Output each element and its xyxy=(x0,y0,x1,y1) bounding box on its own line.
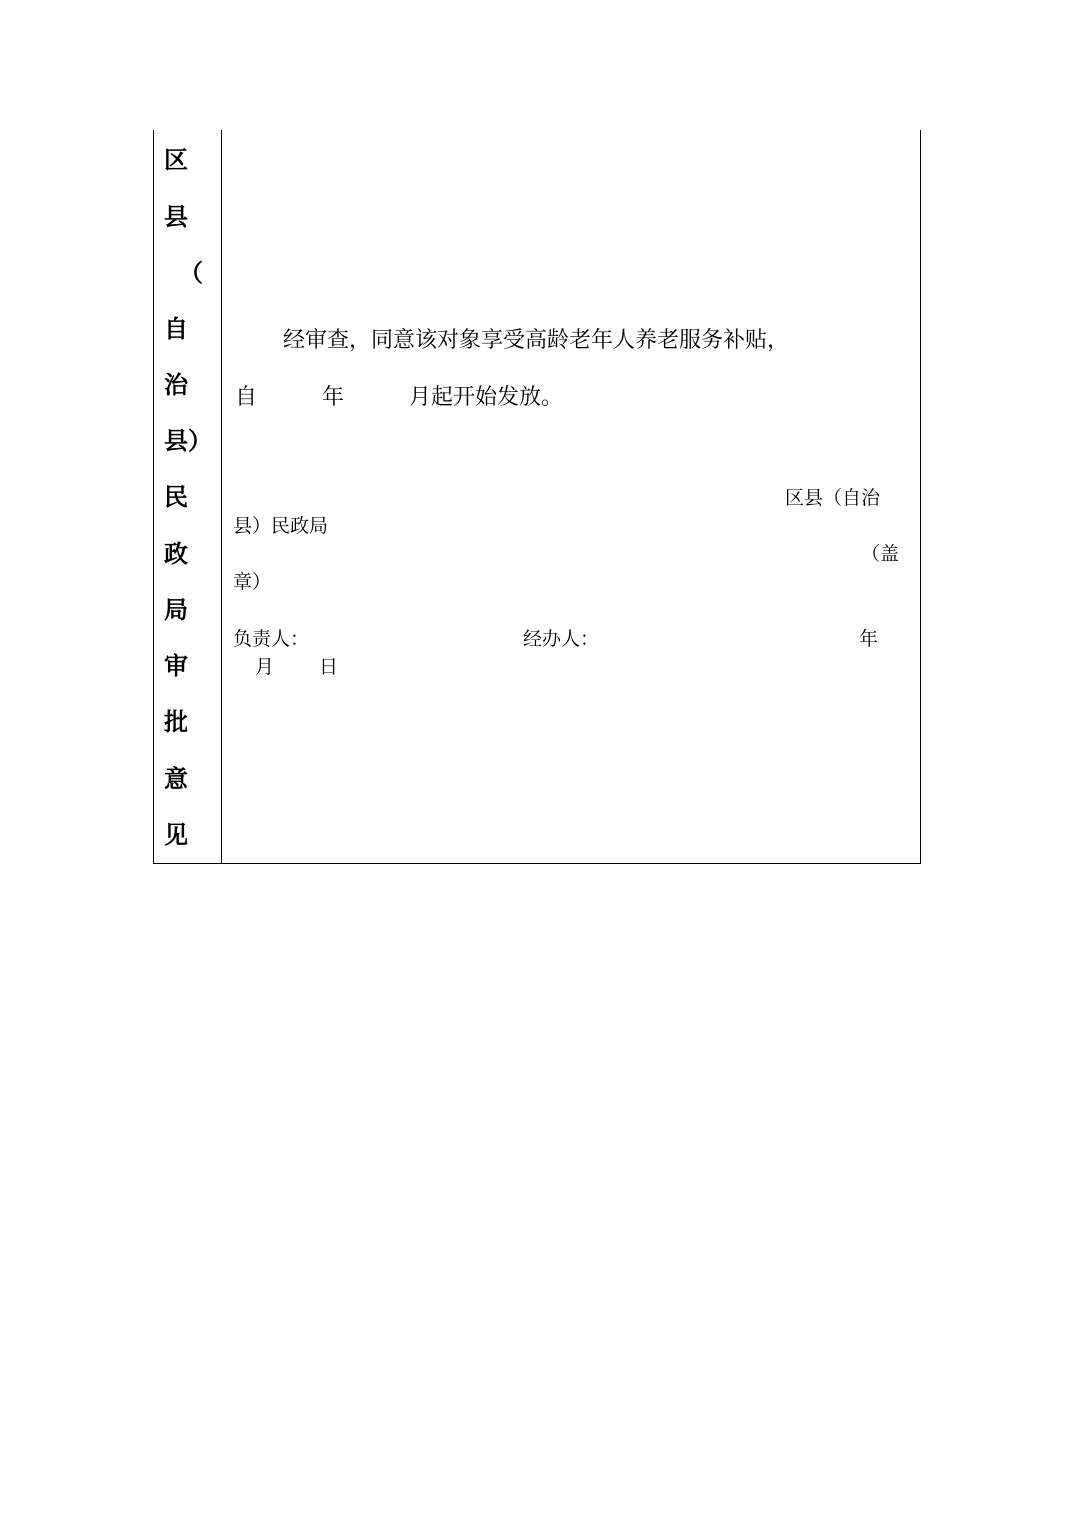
date-month-label: 月 xyxy=(255,656,275,678)
table-right-border xyxy=(920,130,921,864)
label-char: （ xyxy=(179,258,203,287)
label-char: 区 xyxy=(164,145,188,174)
label-char: 批 xyxy=(164,707,188,736)
table-left-border xyxy=(153,130,154,864)
label-char: 治 xyxy=(164,370,188,399)
approval-statement: 经审查，同意该对象享受高龄老年人养老服务补贴， xyxy=(283,328,790,353)
date-year-label: 年 xyxy=(859,628,879,650)
handler-label: 经办人： xyxy=(523,628,600,650)
label-char: 自 xyxy=(164,314,188,343)
start-from-label: 自 xyxy=(235,385,258,410)
label-char: 县） xyxy=(164,426,212,455)
label-char: 审 xyxy=(164,651,188,680)
start-year-label: 年 xyxy=(322,385,345,410)
seal-label-line1: （盖 xyxy=(861,543,900,565)
label-char: 政 xyxy=(164,539,188,568)
label-char: 民 xyxy=(164,482,188,511)
approval-form-table xyxy=(153,130,921,864)
label-char: 县 xyxy=(164,202,188,231)
issuer-name-line1: 区县（自治 xyxy=(785,487,881,509)
label-char: 见 xyxy=(164,820,188,849)
date-day-label: 日 xyxy=(319,656,339,678)
seal-label-line2: 章） xyxy=(233,571,272,593)
responsible-person-label: 负责人： xyxy=(233,628,310,650)
label-char: 局 xyxy=(164,595,188,624)
column-divider xyxy=(221,130,222,864)
label-char: 意 xyxy=(164,764,188,793)
issuer-name-line2: 县）民政局 xyxy=(233,515,329,537)
table-bottom-border xyxy=(153,863,921,864)
start-month-label: 月起开始发放。 xyxy=(409,385,564,410)
